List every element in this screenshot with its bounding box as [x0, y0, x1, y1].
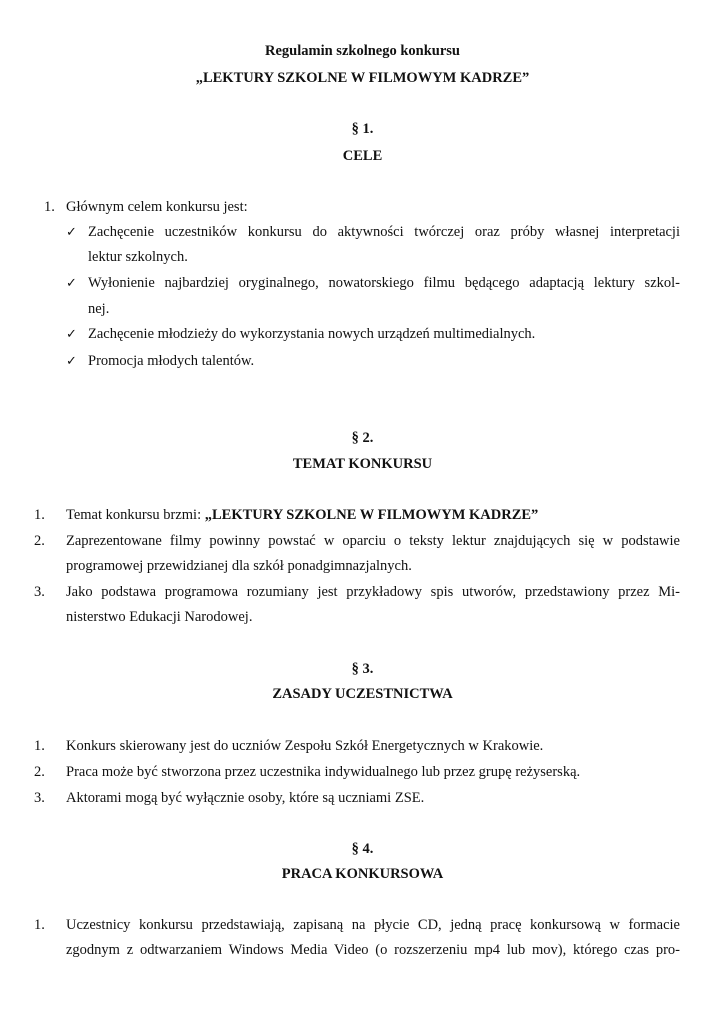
- s1-goal-1-line-1: Zachęcenie uczestników konkursu do aktywności twórczej oraz próby własnej interpretacji: [88, 224, 680, 240]
- s3-item-1-number: 1.: [34, 738, 45, 754]
- checkmark-icon: ✓: [66, 327, 77, 342]
- s4-item-1-number: 1.: [34, 917, 45, 933]
- document-title: Regulamin szkolnego konkursu: [265, 43, 460, 59]
- s2-item-1-text: Temat konkursu brzmi: „LEKTURY SZKOLNE W FILMOWYM KADRZE”: [66, 507, 539, 523]
- checkmark-icon: ✓: [66, 354, 77, 369]
- s2-item-2-line-1: Zaprezentowane filmy powinny powstać w oparciu o teksty lektur znajdujących się w podstawie: [66, 533, 680, 549]
- section-3-heading: ZASADY UCZESTNICTWA: [272, 686, 453, 702]
- s2-item-2-line-2: programowej przewidzianej dla szkół ponadgimnazjalnych.: [66, 558, 412, 574]
- section-1-heading: CELE: [342, 148, 383, 164]
- s3-item-1-text: Konkurs skierowany jest do uczniów Zespołu Szkół Energetycznych w Krakowie.: [66, 738, 544, 754]
- contest-name: „LEKTURY SZKOLNE W FILMOWYM KADRZE”: [195, 70, 530, 86]
- s1-goal-2-line-1: Wyłonienie najbardziej oryginalnego, nowatorskiego filmu będącego adaptacją lektury szkol-: [88, 275, 680, 291]
- section-1-number: § 1.: [351, 121, 374, 137]
- checkmark-icon: ✓: [66, 276, 77, 291]
- s4-item-1-line-2: zgodnym z odtwarzaniem Windows Media Video (o rozszerzeniu mp4 lub mov), którego czas pro-: [66, 942, 680, 958]
- s3-item-2-number: 2.: [34, 764, 45, 780]
- section-2-number: § 2.: [351, 430, 374, 446]
- s3-item-3-text: Aktorami mogą być wyłącznie osoby, które są uczniami ZSE.: [66, 790, 425, 806]
- section-4-heading: PRACA KONKURSOWA: [281, 866, 444, 882]
- s1-item-1-number: 1.: [44, 199, 55, 215]
- s2-item-1-topic: „LEKTURY SZKOLNE W FILMOWYM KADRZE”: [204, 507, 539, 523]
- s1-goal-4: Promocja młodych talentów.: [88, 353, 255, 369]
- s1-goal-3: Zachęcenie młodzieży do wykorzystania nowych urządzeń multimedialnych.: [88, 326, 536, 342]
- checkmark-icon: ✓: [66, 225, 77, 240]
- s2-item-3-number: 3.: [34, 584, 45, 600]
- s1-goal-2-line-2: nej.: [88, 301, 110, 317]
- s2-item-3-line-2: nisterstwo Edukacji Narodowej.: [66, 609, 253, 625]
- section-2-heading: TEMAT KONKURSU: [292, 456, 433, 472]
- s2-item-3-line-1: Jako podstawa programowa rozumiany jest przykładowy spis utworów, przedstawiony przez Mi-: [66, 584, 680, 600]
- section-3-number: § 3.: [351, 661, 374, 677]
- s4-item-1-line-1: Uczestnicy konkursu przedstawiają, zapisaną na płycie CD, jedną pracę konkursową w formacie: [66, 917, 680, 933]
- s2-item-2-number: 2.: [34, 533, 45, 549]
- s3-item-2-text: Praca może być stworzona przez uczestnika indywidualnego lub przez grupę reżyserską.: [66, 764, 581, 780]
- section-4-number: § 4.: [351, 841, 374, 857]
- s2-item-1-number: 1.: [34, 507, 45, 523]
- s1-item-1-text: Głównym celem konkursu jest:: [66, 199, 248, 215]
- s1-goal-1-line-2: lektur szkolnych.: [88, 249, 188, 265]
- s3-item-3-number: 3.: [34, 790, 45, 806]
